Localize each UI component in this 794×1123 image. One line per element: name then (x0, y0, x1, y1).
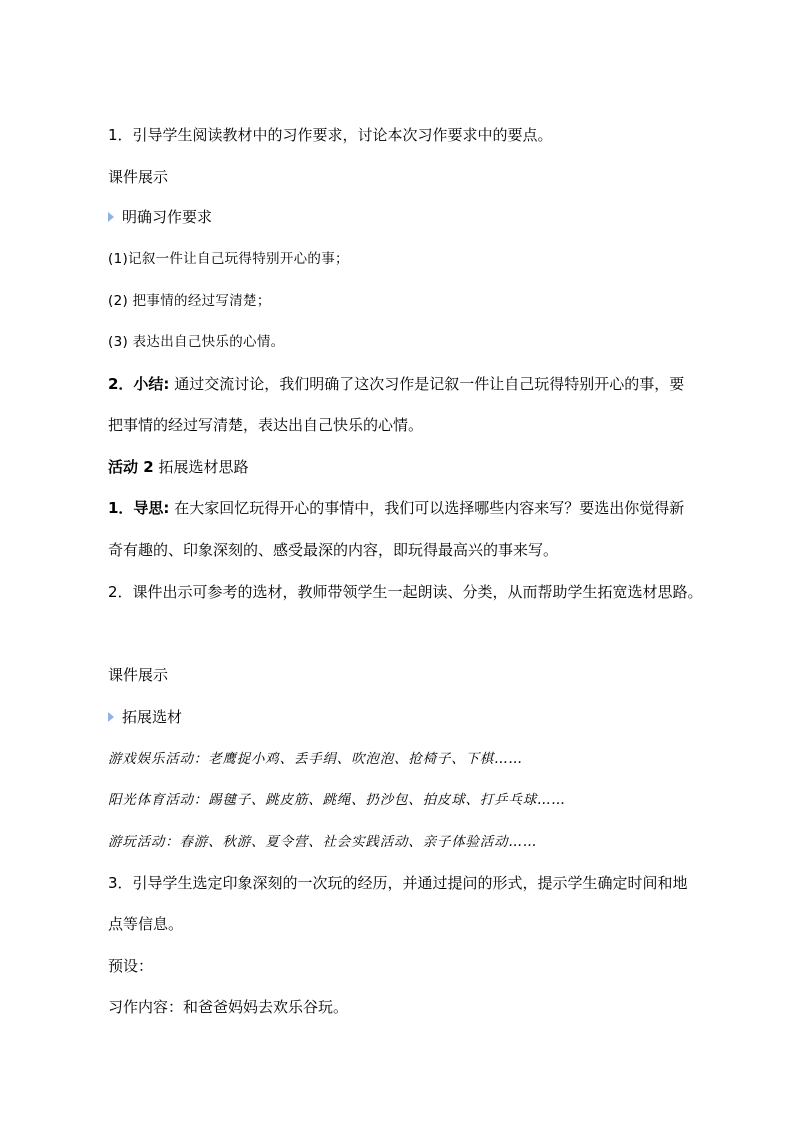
triangle-bullet-icon (108, 712, 114, 722)
section-heading-text: 明确习作要求 (122, 208, 213, 226)
guide-paragraph-line-1 (108, 498, 684, 518)
guide-paragraph-line-2: 奇有趣的、印象深刻的、感受最深的内容，即玩得最高兴的事来写。 (108, 541, 559, 559)
section-heading-text: 拓展选材 (122, 708, 183, 726)
step-3-paragraph-line-2: 点等信息。 (108, 915, 184, 933)
step-3-paragraph-line-1: 3．引导学生选定印象深刻的一次玩的经历，并通过提问的形式，提示学生确定时间和地 (108, 874, 688, 892)
paragraph-step-1: 1．引导学生阅读教材中的习作要求，讨论本次习作要求中的要点。 (108, 126, 553, 144)
activity-title: 拓展选材思路 (153, 458, 249, 476)
section-heading-topics (108, 707, 182, 727)
guide-text: 在大家回忆玩得开心的事情中，我们可以选择哪些内容来写？要选出你觉得新 (169, 499, 685, 517)
topic-sports: 阳光体育活动：踢毽子、跳皮筋、跳绳、扔沙包、拍皮球、打乒乓球…… (108, 792, 566, 808)
summary-label: 2．小结: (108, 375, 170, 393)
activity-label: 活动 2 (108, 458, 154, 476)
triangle-bullet-icon (108, 212, 114, 222)
summary-paragraph-line-1 (108, 374, 684, 394)
section-heading-requirements (108, 207, 212, 227)
requirement-item-2: (2) 把事情的经过写清楚； (108, 293, 271, 309)
courseware-label-1: 课件展示 (108, 168, 169, 186)
courseware-material-paragraph: 2．课件出示可参考的选材，教师带领学生一起朗读、分类，从而帮助学生拓宽选材思路。 (108, 583, 703, 601)
summary-text: 通过交流讨论，我们明确了这次习作是记叙一件让自己玩得特别开心的事，要 (169, 375, 685, 393)
guide-label: 1．导思: (108, 499, 170, 517)
preset-label: 预设： (108, 957, 154, 975)
writing-content-line: 习作内容：和爸爸妈妈去欢乐谷玩。 (108, 998, 349, 1016)
requirement-item-3: (3) 表达出自己快乐的心情。 (108, 334, 285, 350)
requirement-item-1: (1)记叙一件让自己玩得特别开心的事； (108, 251, 349, 267)
summary-paragraph-line-2: 把事情的经过写清楚，表达出自己快乐的心情。 (108, 416, 424, 434)
courseware-label-2: 课件展示 (108, 666, 169, 684)
topic-outings: 游玩活动：春游、秋游、夏令营、社会实践活动、亲子体验活动…… (108, 834, 537, 850)
activity-2-heading (108, 457, 248, 477)
topic-games: 游戏娱乐活动：老鹰捉小鸡、丢手绢、吹泡泡、抢椅子、下棋…… (108, 751, 523, 767)
